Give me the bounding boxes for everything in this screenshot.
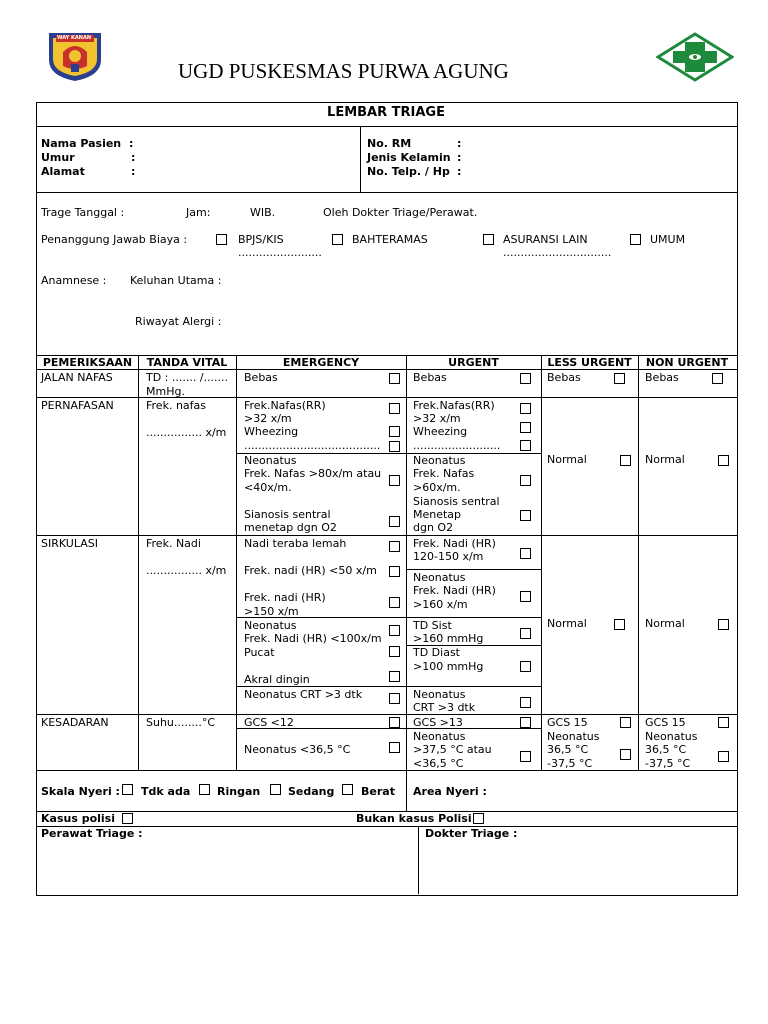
breathing-urgent-text: Wheezing (413, 425, 468, 438)
circulation-emergency-cold-checkbox[interactable] (389, 671, 400, 682)
breathing-urgent-neonatus-checkbox[interactable] (520, 475, 531, 486)
police-case-checkbox[interactable] (122, 813, 133, 824)
patient-name-field[interactable] (140, 136, 350, 150)
bpjs-label: BPJS/KIS (238, 233, 284, 246)
breathing-emergency-cyanosis-checkbox[interactable] (389, 516, 400, 527)
breathing-urgent-text: >32 x/m (413, 412, 461, 425)
phone-label: No. Telp. / Hp (367, 165, 450, 178)
airway-urgent-label: Bebas (413, 371, 447, 384)
circulation-urgent-text: Neonatus (413, 571, 466, 584)
breathing-emergency-text: Wheezing (244, 425, 299, 438)
temperature-label: Suhu........°C (146, 716, 216, 729)
colon: : (457, 151, 462, 164)
circulation-urgent-text: 120-150 x/m (413, 550, 484, 563)
non-police-case-label: Bukan kasus Polisi (356, 812, 472, 825)
consciousness-non-text: 36,5 °C (645, 743, 687, 756)
airway-label: JALAN NAFAS (41, 371, 113, 384)
insurance-other-label: ASURANSI LAIN (503, 233, 588, 246)
breathing-emergency-dots: ....................................... (244, 439, 381, 452)
circulation-urgent-text: Frek. Nadi (HR) (413, 584, 496, 597)
airway-non-label: Bebas (645, 371, 679, 384)
circulation-less-label: Normal (547, 617, 587, 630)
circulation-emergency-hr-low-checkbox[interactable] (389, 566, 400, 577)
consciousness-less-text: -37,5 °C (547, 757, 593, 770)
circulation-urgent-text: TD Sist (413, 619, 452, 632)
circulation-emergency-text: Akral dingin (244, 673, 310, 686)
pain-moderate-checkbox[interactable] (270, 784, 281, 795)
pain-severe-checkbox[interactable] (342, 784, 353, 795)
circulation-emergency-neonatus-checkbox[interactable] (389, 625, 400, 636)
breathing-less-label: Normal (547, 453, 587, 466)
respiratory-rate-field: ................ x/m (146, 426, 227, 439)
circulation-emergency-pale-checkbox[interactable] (389, 646, 400, 657)
circulation-urgent-text: >100 mmHg (413, 660, 484, 673)
breathing-emergency-neonatus-checkbox[interactable] (389, 475, 400, 486)
circulation-emergency-text: Pucat (244, 646, 275, 659)
breathing-label: PERNAFASAN (41, 399, 114, 412)
pain-moderate-label: Sedang (288, 785, 335, 798)
phone-field[interactable] (468, 164, 728, 178)
doctor-signature-label: Dokter Triage : (425, 827, 518, 840)
breathing-urgent-other-checkbox[interactable] (520, 440, 531, 451)
breathing-emergency-text: menetap dgn O2 (244, 521, 337, 534)
airway-urgent-checkbox[interactable] (520, 373, 531, 384)
insurance-other-checkbox[interactable] (483, 234, 494, 245)
pain-area-label: Area Nyeri : (413, 785, 487, 798)
doctor-signature-field[interactable] (422, 842, 732, 890)
circulation-urgent-diastolic-checkbox[interactable] (520, 661, 531, 672)
gender-field[interactable] (468, 150, 728, 164)
bahteramas-checkbox[interactable] (332, 234, 343, 245)
circulation-emergency-text: Frek. Nadi (HR) <100x/m (244, 632, 382, 645)
blood-pressure-unit: MmHg. (146, 385, 185, 398)
circulation-emergency-text: Neonatus CRT >3 dtk (244, 688, 363, 701)
consciousness-non-gcs-checkbox[interactable] (718, 717, 729, 728)
colon: : (131, 151, 136, 164)
general-checkbox[interactable] (630, 234, 641, 245)
consciousness-less-neonatus-checkbox[interactable] (620, 749, 631, 760)
consciousness-urgent-gcs-checkbox[interactable] (520, 717, 531, 728)
patient-address-label: Alamat (41, 165, 85, 178)
breathing-emergency-text: >32 x/m (244, 412, 292, 425)
breathing-urgent-wheezing-checkbox[interactable] (520, 422, 531, 433)
gender-label: Jenis Kelamin (367, 151, 451, 164)
payment-label: Penanggung Jawab Biaya : (41, 233, 188, 246)
consciousness-less-text: GCS 15 (547, 716, 588, 729)
circulation-less-checkbox[interactable] (614, 619, 625, 630)
circulation-urgent-neonatus-checkbox[interactable] (520, 591, 531, 602)
header-non-urgent: NON URGENT (645, 356, 729, 369)
insurance-dots: ............................... (503, 246, 612, 259)
pulse-rate-field: ................ x/m (146, 564, 227, 577)
circulation-emergency-hr-high-checkbox[interactable] (389, 597, 400, 608)
consciousness-less-text: 36,5 °C (547, 743, 589, 756)
bahteramas-label: BAHTERAMAS (352, 233, 428, 246)
consciousness-label: KESADARAN (41, 716, 109, 729)
header-vital-sign: TANDA VITAL (146, 356, 228, 369)
patient-age-field[interactable] (140, 150, 350, 164)
circulation-non-label: Normal (645, 617, 685, 630)
allergy-label: Riwayat Alergi : (135, 315, 222, 328)
header-examination: PEMERIKSAAN (42, 356, 133, 369)
breathing-urgent-text: >60x/m. (413, 481, 461, 494)
header-urgent: URGENT (448, 356, 499, 369)
pain-mild-checkbox[interactable] (199, 784, 210, 795)
consciousness-urgent-text: <36,5 °C (413, 757, 464, 770)
consciousness-less-text: Neonatus (547, 730, 600, 743)
circulation-emergency-text: >150 x/m (244, 605, 299, 618)
breathing-emergency-text: Sianosis sentral (244, 508, 331, 521)
pain-area-field[interactable] (490, 783, 725, 799)
pain-severe-label: Berat (361, 785, 395, 798)
consciousness-urgent-text: GCS >13 (413, 716, 463, 729)
consciousness-emergency-text: Neonatus <36,5 °C (244, 743, 351, 756)
breathing-urgent-dots: ......................... (413, 439, 501, 452)
triage-time-label: Jam: (186, 206, 211, 219)
consciousness-non-neonatus-checkbox[interactable] (718, 751, 729, 762)
allergy-field[interactable] (240, 313, 720, 329)
breathing-urgent-text: Frek.Nafas(RR) (413, 399, 495, 412)
circulation-label: SIRKULASI (41, 537, 98, 550)
nurse-signature-field[interactable] (40, 842, 414, 890)
pain-scale-label: Skala Nyeri : (41, 785, 120, 798)
consciousness-non-text: GCS 15 (645, 716, 686, 729)
header-emergency: EMERGENCY (282, 356, 360, 369)
medical-record-label: No. RM (367, 137, 412, 150)
circulation-non-checkbox[interactable] (718, 619, 729, 630)
circulation-emergency-crt-checkbox[interactable] (389, 693, 400, 704)
breathing-urgent-text: Frek. Nafas (413, 467, 475, 480)
form-title: LEMBAR TRIAGE (327, 105, 445, 120)
blood-pressure-label: TD : ....... /....... (146, 371, 229, 384)
circulation-urgent-systolic-checkbox[interactable] (520, 628, 531, 639)
consciousness-urgent-text: Neonatus (413, 730, 466, 743)
police-case-label: Kasus polisi (41, 812, 115, 825)
consciousness-less-gcs-checkbox[interactable] (620, 717, 631, 728)
colon: : (129, 137, 134, 150)
wib-label: WIB. (250, 206, 276, 219)
consciousness-emergency-neonatus-checkbox[interactable] (389, 742, 400, 753)
general-label: UMUM (650, 233, 686, 246)
breathing-non-label: Normal (645, 453, 685, 466)
colon: : (457, 165, 462, 178)
triage-by-label: Oleh Dokter Triage/Perawat. (323, 206, 478, 219)
consciousness-urgent-text: >37,5 °C atau (413, 743, 492, 756)
airway-emergency-checkbox[interactable] (389, 373, 400, 384)
consciousness-emergency-gcs-checkbox[interactable] (389, 717, 400, 728)
breathing-urgent-text: Neonatus (413, 454, 466, 467)
circulation-emergency-weak-pulse-checkbox[interactable] (389, 541, 400, 552)
circulation-emergency-text: Frek. nadi (HR) (244, 591, 326, 604)
breathing-emergency-text: Frek. Nafas >80x/m atau (244, 467, 382, 480)
consciousness-non-text: Neonatus (645, 730, 698, 743)
breathing-urgent-cyanosis-checkbox[interactable] (520, 510, 531, 521)
anamnese-label: Anamnese : (41, 274, 107, 287)
breathing-less-checkbox[interactable] (620, 455, 631, 466)
circulation-urgent-crt-checkbox[interactable] (520, 697, 531, 708)
breathing-emergency-other-checkbox[interactable] (389, 441, 400, 452)
circulation-emergency-text: Nadi teraba lemah (244, 537, 347, 550)
airway-less-checkbox[interactable] (614, 373, 625, 384)
pulse-rate-label: Frek. Nadi (146, 537, 201, 550)
breathing-emergency-text: Frek.Nafas(RR) (244, 399, 326, 412)
logo-puskesmas (656, 32, 734, 82)
breathing-non-checkbox[interactable] (718, 455, 729, 466)
main-complaint-label: Keluhan Utama : (130, 274, 222, 287)
circulation-urgent-text: CRT >3 dtk (413, 701, 476, 714)
circulation-urgent-text: TD Diast (413, 646, 460, 659)
airway-emergency-label: Bebas (244, 371, 278, 384)
airway-non-checkbox[interactable] (712, 373, 723, 384)
bpjs-dots: ........................ (238, 246, 322, 259)
consciousness-emergency-text: GCS <12 (244, 716, 294, 729)
medical-record-field[interactable] (468, 136, 728, 150)
pain-none-checkbox[interactable] (122, 784, 133, 795)
logo-left-text: WAY KANAN (57, 35, 92, 41)
respiratory-rate-label: Frek. nafas (146, 399, 206, 412)
non-police-case-checkbox[interactable] (473, 813, 484, 824)
circulation-urgent-text: Frek. Nadi (HR) (413, 537, 496, 550)
circulation-urgent-text: Neonatus (413, 688, 466, 701)
triage-date-label: Trage Tanggal : (41, 206, 125, 219)
consciousness-non-text: -37,5 °C (645, 757, 691, 770)
page-title: UGD PUSKESMAS PURWA AGUNG (178, 59, 509, 83)
pain-none-label: Tdk ada (141, 785, 191, 798)
breathing-urgent-text: dgn O2 (413, 521, 454, 534)
circulation-urgent-text: >160 mmHg (413, 632, 484, 645)
bpjs-checkbox[interactable] (216, 234, 227, 245)
main-complaint-field[interactable] (240, 272, 720, 288)
pain-mild-label: Ringan (217, 785, 261, 798)
breathing-emergency-text: <40x/m. (244, 481, 292, 494)
breathing-urgent-text: Menetap (413, 508, 462, 521)
patient-address-field[interactable] (140, 164, 350, 178)
breathing-emergency-wheezing-checkbox[interactable] (389, 426, 400, 437)
breathing-urgent-rr-checkbox[interactable] (520, 403, 531, 414)
colon: : (131, 165, 136, 178)
breathing-urgent-text: Sianosis sentral (413, 495, 500, 508)
colon: : (457, 137, 462, 150)
breathing-emergency-rr-checkbox[interactable] (389, 403, 400, 414)
breathing-emergency-text: Neonatus (244, 454, 297, 467)
circulation-urgent-hr-checkbox[interactable] (520, 548, 531, 559)
nurse-signature-label: Perawat Triage : (41, 827, 143, 840)
logo-way-kanan (45, 30, 105, 82)
circulation-urgent-text: >160 x/m (413, 598, 468, 611)
circulation-emergency-text: Neonatus (244, 619, 297, 632)
circulation-emergency-text: Frek. nadi (HR) <50 x/m (244, 564, 377, 577)
form-border (36, 102, 738, 896)
patient-name-label: Nama Pasien (41, 137, 122, 150)
consciousness-urgent-neonatus-checkbox[interactable] (520, 751, 531, 762)
patient-age-label: Umur (41, 151, 75, 164)
header-less-urgent: LESS URGENT (547, 356, 632, 369)
airway-less-label: Bebas (547, 371, 581, 384)
